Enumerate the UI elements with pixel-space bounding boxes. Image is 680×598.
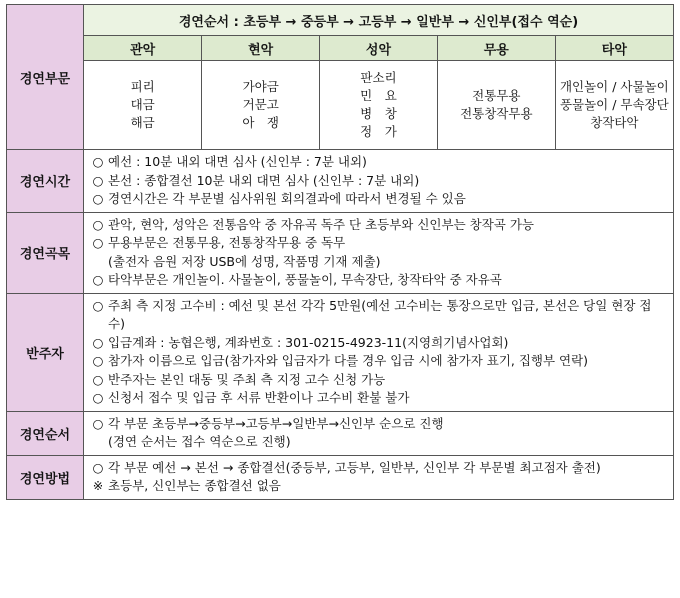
list-item: [88, 153, 667, 172]
genre-items-dance: [437, 61, 555, 150]
item-text: (경연 순서는 접수 역순으로 진행): [108, 434, 291, 449]
genre-item: 전통무용: [472, 88, 521, 103]
list-item: [88, 477, 667, 496]
list-item: [88, 216, 667, 235]
categories-cell: [84, 5, 674, 150]
categories-subtable: [84, 5, 673, 149]
item-text: 타악부문은 개인놀이. 사물놀이, 풍물놀이, 무속장단, 창작타악 중 자유곡: [108, 272, 502, 287]
genre-item: 창작타악: [590, 115, 639, 130]
genre-item: 피리: [130, 79, 155, 94]
genre-header-percussion: 타악: [555, 36, 673, 61]
genre-item: 판소리: [360, 70, 397, 85]
competition-order-header: 경연순서 : 초등부 → 중등부 → 고등부 → 일반부 → 신인부(접수 역순): [84, 5, 673, 36]
row-label-method: 경연방법: [7, 455, 84, 499]
bullet-mark: ○: [92, 334, 104, 350]
genre-header-dance: 무용: [437, 36, 555, 61]
item-text: 각 부문 초등부→중등부→고등부→일반부→신인부 순으로 진행: [108, 415, 444, 431]
genre-item: 아 쟁: [242, 115, 280, 130]
genre-item: 거문고: [242, 97, 279, 112]
bullet-mark: ○: [92, 459, 104, 475]
bullet-mark: ○: [92, 371, 104, 387]
time-content: [84, 150, 674, 213]
row-label-time: 경연시간: [7, 150, 84, 213]
list-item: [88, 459, 667, 478]
list-item: [88, 389, 667, 408]
bullet-mark: ○: [92, 172, 104, 188]
bullet-mark: ○: [92, 235, 104, 250]
genre-item: 민 요: [360, 88, 397, 103]
item-text: 관악, 현악, 성악은 전통음악 중 자유곡 독주 단 초등부와 신인부는 창작곡 가능: [108, 216, 534, 232]
accompanist-content: [84, 293, 674, 411]
list-item: [88, 253, 667, 272]
list-item: [88, 415, 667, 434]
pieces-content: [84, 212, 674, 293]
bullet-mark: ○: [92, 297, 104, 313]
bullet-mark: [88, 253, 108, 272]
list-item: [88, 172, 667, 191]
list-item: [88, 334, 667, 353]
item-text: 참가자 이름으로 입금(참가자와 입금자가 다를 경우 입금 시에 참가자 표기, 집행부 연락): [108, 353, 589, 368]
item-text: 초등부, 신인부는 종합결선 없음: [108, 478, 281, 493]
method-content: [84, 455, 674, 499]
competition-info-table: [6, 4, 674, 500]
bullet-mark: ○: [92, 216, 104, 232]
genre-items-vocal: [320, 61, 438, 150]
bullet-mark: ○: [92, 353, 104, 368]
genre-item: 해금: [130, 115, 155, 130]
item-text: 각 부문 예선 → 본선 → 종합결선(중등부, 고등부, 일반부, 신인부 각 부문별 최고점자 출전): [108, 459, 601, 475]
genre-item: 병 창: [360, 106, 397, 121]
bullet-mark: ○: [92, 415, 104, 431]
item-text: 신청서 접수 및 입금 후 서류 반환이나 고수비 환불 불가: [108, 390, 410, 405]
genre-items-wind: [84, 61, 202, 150]
list-item: [88, 271, 667, 290]
list-item: [88, 352, 667, 371]
genre-item: 개인놀이 / 사물놀이: [559, 79, 669, 94]
bullet-mark: ○: [92, 390, 104, 405]
item-text: 예선 : 10분 내외 대면 심사 (신인부 : 7분 내외): [108, 154, 367, 169]
genre-item: 대금: [130, 97, 155, 112]
list-item: [88, 433, 667, 452]
genre-items-percussion: [555, 61, 673, 150]
row-label-categories: 경연부문: [7, 5, 84, 150]
row-label-order: 경연순서: [7, 411, 84, 455]
item-text: 주최 측 지정 고수비 : 예선 및 본선 각각 5만원(예선 고수비는 통장으로만 입금, 본선은 당일 현장 접수): [108, 297, 652, 331]
list-item: [88, 234, 667, 253]
item-text: 입금계좌 : 농협은행, 계좌번호 : 301-0215-4923-11(지영희기념사업회): [108, 334, 509, 350]
item-text: 무용부문은 전통무용, 전통창작무용 중 독무: [108, 235, 346, 250]
row-label-pieces: 경연곡목: [7, 212, 84, 293]
bullet-mark: ○: [92, 272, 104, 287]
item-text: 본선 : 종합결선 10분 내외 대면 심사 (신인부 : 7분 내외): [108, 172, 420, 188]
bullet-mark: ○: [92, 191, 104, 206]
genre-item: 풍물놀이 / 무속장단: [559, 97, 669, 112]
row-label-accompanist: 반주자: [7, 293, 84, 411]
list-item: [88, 297, 667, 334]
bullet-mark: ※: [92, 478, 104, 493]
bullet-mark: ○: [92, 154, 104, 169]
genre-header-wind: 관악: [84, 36, 202, 61]
order-content: [84, 411, 674, 455]
item-text: 경연시간은 각 부문별 심사위원 회의결과에 따라서 변경될 수 있음: [108, 191, 466, 206]
list-item: [88, 190, 667, 209]
genre-header-string: 현악: [202, 36, 320, 61]
item-text: 반주자는 본인 대동 및 주최 측 지정 고수 신청 가능: [108, 371, 386, 387]
genre-items-string: [202, 61, 320, 150]
genre-item: 정 가: [360, 124, 397, 139]
bullet-mark: [88, 433, 108, 452]
genre-item: 가야금: [242, 79, 279, 94]
genre-header-vocal: 성악: [320, 36, 438, 61]
genre-item: 전통창작무용: [460, 106, 533, 121]
item-text: (출전자 음원 저장 USB에 성명, 작품명 기재 제출): [108, 253, 381, 269]
list-item: [88, 371, 667, 390]
